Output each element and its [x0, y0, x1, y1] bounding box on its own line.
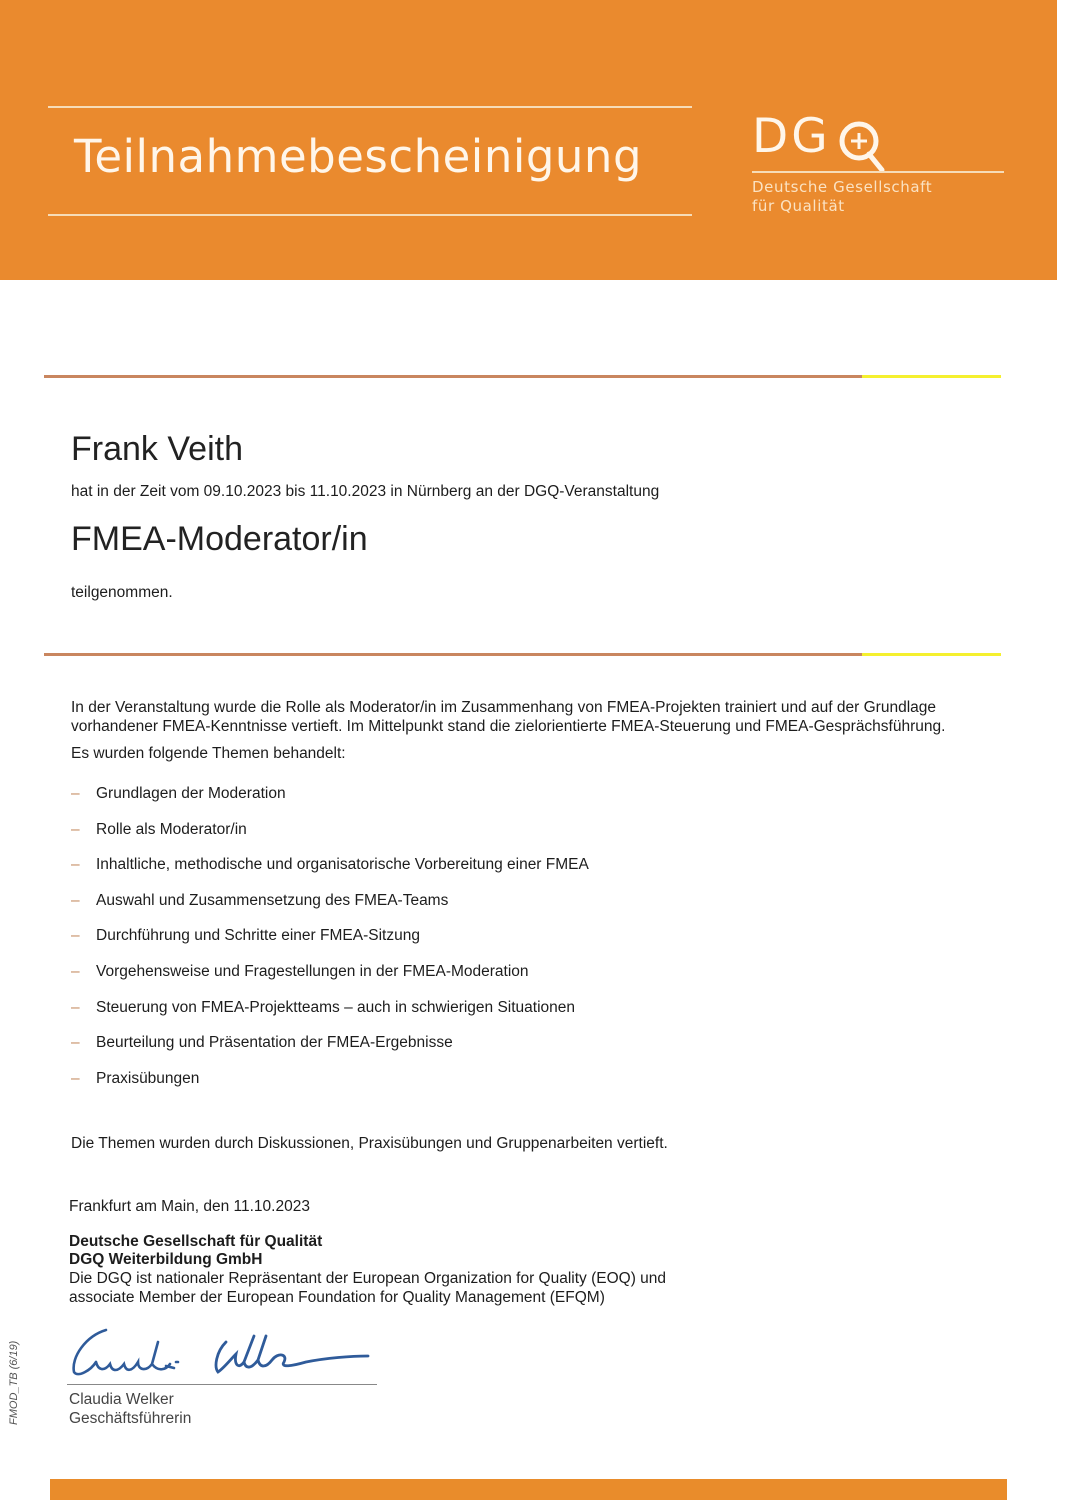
topics-intro: Es wurden folgende Themen behandelt:: [71, 745, 346, 762]
handwritten-signature: [66, 1322, 376, 1384]
divider-brown-segment: [44, 653, 862, 656]
issuer-note-line-2: associate Member der European Foundation for Quality Management (EFQM): [69, 1289, 605, 1306]
course-description: [71, 698, 1011, 763]
dash-bullet-icon: –: [71, 820, 80, 838]
topic-item: – Praxisübungen: [71, 1069, 200, 1087]
topic-item: – Inhaltliche, methodische und organisatorische Vorbereitung einer FMEA: [71, 856, 589, 874]
participation-closing: teilgenommen.: [71, 584, 173, 601]
course-title: FMEA-Moderator/in: [71, 520, 368, 558]
banner-rule-top: [48, 106, 692, 108]
issuer-org-name: Deutsche Gesellschaft für Qualität: [69, 1233, 323, 1250]
logo-q-magnifier-icon: [838, 118, 886, 172]
footer-banner-strip: [50, 1479, 1007, 1500]
section-divider-top: [44, 375, 1001, 378]
divider-yellow-segment: [862, 653, 1001, 656]
signature-line: [67, 1384, 377, 1385]
topics-summary: Die Themen wurden durch Diskussionen, Praxisübungen und Gruppenarbeiten vertieft.: [71, 1135, 668, 1152]
place-and-date: Frankfurt am Main, den 11.10.2023: [69, 1198, 310, 1215]
dash-bullet-icon: –: [71, 962, 80, 980]
logo-subtitle-line1: Deutsche Gesellschaft: [752, 178, 933, 196]
logo-subtitle-line2: für Qualität: [752, 197, 845, 215]
description-line-2: vorhandener FMEA-Kenntnisse vertieft. Im Mittelpunkt stand die zielorientierte FMEA-Steuerung und FMEA-Gesprächsführung.: [71, 718, 946, 735]
header-banner: [0, 0, 1057, 280]
logo-rule: [752, 171, 1004, 173]
divider-brown-segment: [44, 375, 862, 378]
dash-bullet-icon: –: [71, 1069, 80, 1087]
banner-rule-bottom: [48, 214, 692, 216]
divider-yellow-segment: [862, 375, 1001, 378]
dash-bullet-icon: –: [71, 891, 80, 909]
dash-bullet-icon: –: [71, 785, 80, 802]
topics-list: [71, 785, 589, 1105]
signatory-name: Claudia Welker: [69, 1391, 174, 1408]
issuer-org-subsidiary: DGQ Weiterbildung GmbH: [69, 1251, 263, 1268]
participant-name: Frank Veith: [71, 430, 243, 468]
dash-bullet-icon: –: [71, 1034, 80, 1052]
dash-bullet-icon: –: [71, 998, 80, 1016]
signatory-role: Geschäftsführerin: [69, 1410, 192, 1427]
document-title: Teilnahmebescheinigung: [74, 130, 643, 183]
logo-abbr: DG: [752, 109, 831, 164]
topic-item: – Beurteilung und Präsentation der FMEA-Ergebnisse: [71, 1034, 453, 1052]
topic-item: – Vorgehensweise und Fragestellungen in der FMEA-Moderation: [71, 962, 529, 980]
topic-item: – Rolle als Moderator/in: [71, 820, 247, 838]
topic-item: – Durchführung und Schritte einer FMEA-Sitzung: [71, 927, 420, 945]
dash-bullet-icon: –: [71, 856, 80, 874]
topic-item: – Auswahl und Zusammensetzung des FMEA-Teams: [71, 891, 449, 909]
section-divider-middle: [44, 653, 1001, 656]
issuer-note-line-1: Die DGQ ist nationaler Repräsentant der European Organization for Quality (EOQ) und: [69, 1270, 667, 1287]
participation-intro: hat in der Zeit vom 09.10.2023 bis 11.10.2023 in Nürnberg an der DGQ-Veranstaltung: [71, 483, 660, 500]
form-code: FMOD_TB (6/19): [8, 1340, 20, 1425]
topic-item: – Grundlagen der Moderation: [71, 785, 286, 802]
description-line-1: In der Veranstaltung wurde die Rolle als Moderator/in im Zusammenhang von FMEA-Projekten trainiert und auf der Grundlage: [71, 699, 937, 716]
topic-item: – Steuerung von FMEA-Projektteams – auch in schwierigen Situationen: [71, 998, 576, 1016]
dash-bullet-icon: –: [71, 927, 80, 945]
